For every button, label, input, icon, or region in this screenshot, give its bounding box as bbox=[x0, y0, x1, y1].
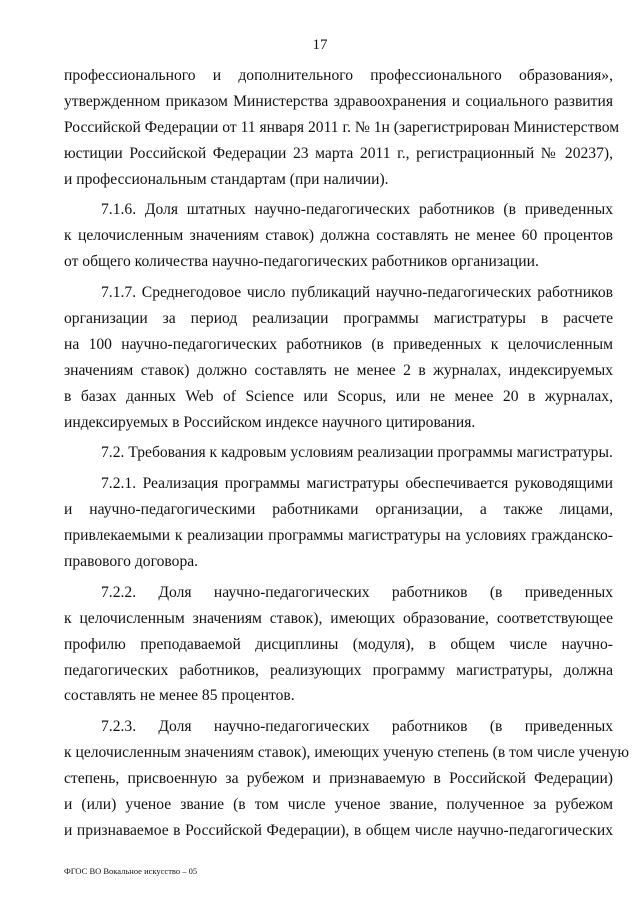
text-line: и (или) ученое звание (в том числе ученое звание, полученное за рубежом bbox=[64, 796, 613, 814]
document-body bbox=[64, 63, 630, 844]
text-line: 7.2.3. Доля научно-педагогических работников (в приведенных bbox=[101, 718, 613, 736]
text-line: педагогических работников, реализующих программу магистратуры, должна bbox=[64, 661, 613, 679]
text-line: 7.2. Требования к кадровым условиям реализации программы магистратуры. bbox=[101, 444, 613, 462]
text-line: от общего количества научно-педагогических работников организации. bbox=[64, 253, 539, 271]
text-line: 7.2.2. Доля научно-педагогических работников (в приведенных bbox=[101, 583, 613, 601]
text-line: утвержденном приказом Министерства здравоохранения и социального развития bbox=[64, 92, 613, 110]
text-line: правового договора. bbox=[64, 553, 199, 571]
text-line: 7.2.1. Реализация программы магистратуры обеспечивается руководящими bbox=[101, 475, 613, 493]
text-line: составлять не менее 85 процентов. bbox=[64, 687, 295, 705]
text-line: и профессиональным стандартам (при наличии). bbox=[64, 170, 389, 188]
text-line: и научно-педагогическими работниками организации, а также лицами, bbox=[64, 501, 613, 519]
text-line: Российской Федерации от 11 января 2011 г. № 1н (зарегистрирован Министерством bbox=[64, 118, 620, 136]
text-line: привлекаемыми к реализации программы магистратуры на условиях гражданско- bbox=[64, 527, 613, 545]
text-line: индексируемых в Российском индексе научного цитирования. bbox=[64, 413, 476, 431]
text-line: к целочисленным значениям ставок), имеющих ученую степень (в том числе ученую bbox=[64, 744, 630, 762]
page-number: 17 bbox=[312, 37, 328, 53]
text-line: в базах данных Web of Science или Scopus, или не менее 20 в журналах, bbox=[64, 387, 613, 405]
text-line: к целочисленным значениям ставок), имеющих образование, соответствующее bbox=[64, 609, 613, 627]
text-line: 7.1.6. Доля штатных научно-педагогических работников (в приведенных bbox=[101, 201, 613, 219]
text-line: профессионального и дополнительного профессионального образования», bbox=[64, 67, 613, 84]
text-line: степень, присвоенную за рубежом и признаваемую в Российской Федерации) bbox=[64, 770, 613, 788]
text-line: организации за период реализации программы магистратуры в расчете bbox=[64, 310, 613, 328]
text-line: значениям ставок) должно составлять не менее 2 в журналах, индексируемых bbox=[64, 361, 613, 379]
text-line: юстиции Российской Федерации 23 марта 2011 г., регистрационный № 20237), bbox=[64, 144, 613, 162]
document-footer: ФГОС ВО Вокальное искусство – 05 bbox=[64, 866, 198, 876]
text-line: на 100 научно-педагогических работников (в приведенных к целочисленным bbox=[64, 335, 613, 353]
text-line: к целочисленным значениям ставок) должна составлять не менее 60 процентов bbox=[64, 227, 613, 245]
text-line: профилю преподаваемой дисциплины (модуля), в общем числе научно- bbox=[64, 635, 613, 653]
text-line: 7.1.7. Среднегодовое число публикаций научно-педагогических работников bbox=[101, 284, 613, 302]
text-line: и признаваемое в Российской Федерации), в общем числе научно-педагогических bbox=[64, 821, 613, 839]
